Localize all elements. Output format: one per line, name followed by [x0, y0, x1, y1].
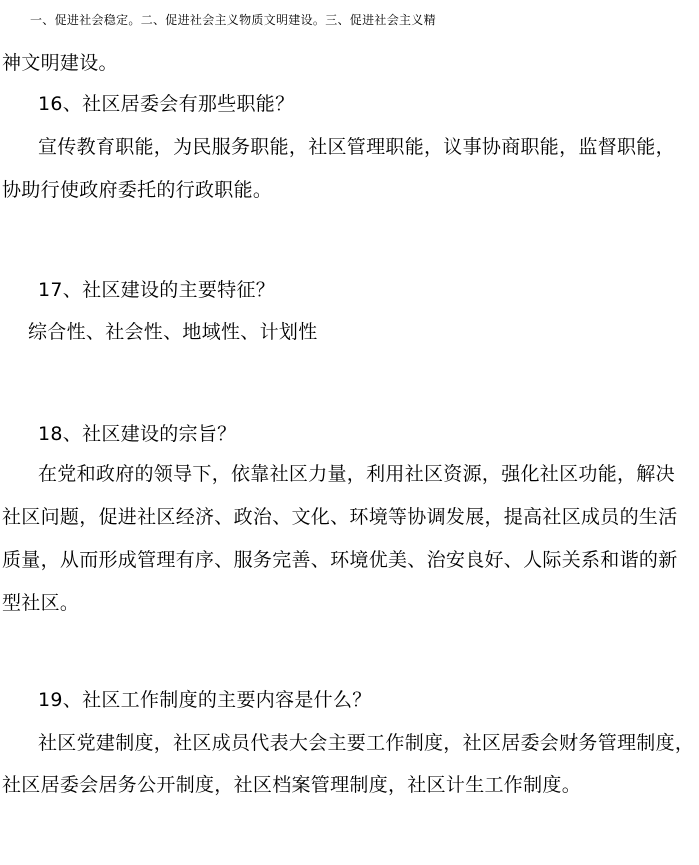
answer-19-line-2: 社区居委会居务公开制度，社区档案管理制度，社区计生工作制度。	[2, 774, 582, 796]
answer-16-line-1: 宣传教育职能，为民服务职能，社区管理职能，议事协商职能，监督职能，	[38, 136, 675, 158]
answer-17-line-1: 综合性、社会性、地域性、计划性	[28, 321, 318, 343]
question-17: 17、社区建设的主要特征？	[38, 279, 276, 301]
answer-18-line-4: 型社区。	[2, 592, 80, 614]
question-18: 18、社区建设的宗旨？	[38, 423, 237, 445]
question-16: 16、社区居委会有那些职能？	[38, 93, 295, 115]
intro-line-1: 一、促进社会稳定。二、促进社会主义物质文明建设。三、促进社会主义精	[30, 13, 436, 27]
answer-18-line-2: 社区问题，促进社区经济、政治、文化、环境等协调发展，提高社区成员的生活	[2, 506, 678, 528]
answer-18-line-3: 质量，从而形成管理有序、服务完善、环境优美、治安良好、人际关系和谐的新	[2, 549, 678, 571]
answer-19-line-1: 社区党建制度，社区成员代表大会主要工作制度，社区居委会财务管理制度，	[38, 732, 695, 754]
answer-18-line-1: 在党和政府的领导下，依靠社区力量，利用社区资源，强化社区功能，解决	[38, 463, 675, 485]
intro-line-2: 神文明建设。	[2, 52, 118, 74]
question-19: 19、社区工作制度的主要内容是什么？	[38, 689, 372, 711]
answer-16-line-2: 协助行使政府委托的行政职能。	[2, 179, 273, 201]
